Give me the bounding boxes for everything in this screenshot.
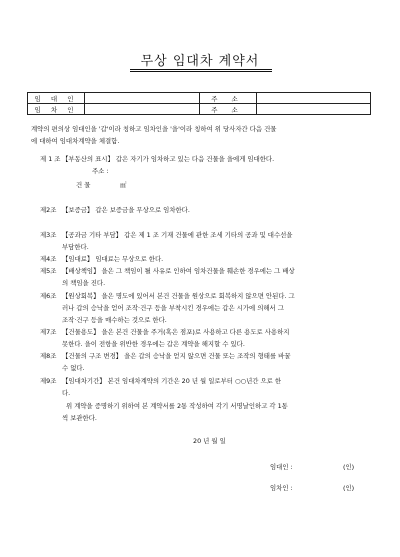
property-building-label: 건 물	[76, 181, 91, 189]
article-number: 제4조	[40, 255, 57, 263]
page-title: 무상 임대차 계약서	[140, 54, 260, 69]
lessor-address-label: 주 소	[199, 93, 256, 104]
article-1	[40, 153, 380, 165]
article-text-line-2: 의 책임을 진다.	[62, 279, 106, 287]
lessee-label: 임 차 인	[28, 104, 85, 115]
article-text-line-1: 【임대차기간】 본건 임대차계약의 기간은 20 년 월 일로부터 ○○년간 으로 한	[62, 377, 282, 385]
closing-line-2: 씩 보관한다.	[62, 414, 97, 422]
article-3	[40, 229, 380, 253]
lessee-signature-label: 임차인 :	[270, 484, 293, 492]
article-text-line-3: 조작·건구 등을 매수하는 것으로 한다.	[62, 316, 167, 324]
title-underline	[130, 69, 272, 70]
article-number: 제9조	[40, 377, 57, 385]
article-text-line-2: 못한다. 을이 전항을 위반한 경우에는 갑은 계약을 해지할 수 있다.	[62, 340, 245, 348]
article-text-line-1: 【배상책임】 을은 그 책임이 될 사유로 인하여 임차건물을 훼손한 경우에는 그 배상	[62, 267, 295, 275]
article-text-line-1: 【건물의 구조 변경】 을은 갑의 승낙을 얻지 않으면 건물 또는 조작의 형태를 바꿀	[62, 352, 291, 360]
article-number: 제3조	[40, 231, 57, 239]
lessor-label: 임 대 인	[28, 93, 85, 104]
lessor-signature-label: 임대인 :	[270, 463, 293, 471]
lessee-address-cell	[256, 104, 371, 115]
property-address-label: 주소 :	[92, 167, 109, 175]
article-text: 【부동산의 표시】 갑은 자기가 임차하고 있는 다음 건물을 을에게 임대한다.	[62, 155, 275, 163]
article-text: 【보증금】 갑은 보증금을 무상으로 임차한다.	[62, 206, 190, 214]
article-number: 제6조	[40, 292, 57, 300]
intro-line-2: 에 대하여 임대차계약을 체결함.	[31, 137, 120, 145]
article-4	[40, 253, 380, 265]
lessee-address-label: 주 소	[199, 104, 256, 115]
closing-line-1: 위 계약을 증명하기 위하여 본 계약서를 2통 작성하여 각기 서명날인하고 각 1통	[66, 402, 288, 410]
title-underline-2	[130, 71, 272, 72]
article-6	[40, 290, 380, 326]
article-5	[40, 265, 380, 289]
contract-date: 20 년 월 일	[193, 437, 226, 445]
article-number: 제7조	[40, 328, 57, 336]
article-9	[40, 375, 380, 399]
lessor-name-cell	[85, 93, 200, 104]
article-number: 제 1 조	[40, 155, 61, 163]
lessee-name-cell	[85, 104, 200, 115]
lessee-seal-mark: (인)	[343, 484, 355, 492]
article-text-line-2: 부담한다.	[62, 243, 89, 251]
article-number: 제5조	[40, 267, 57, 275]
lessee-row	[28, 104, 371, 115]
article-text-line-1: 【건물용도】 을은 본건 건물을 주거(혹은 점포)로 사용하고 다른 용도로 사용하지	[62, 328, 290, 336]
article-text-line-2: 수 없다.	[62, 364, 85, 372]
property-area-unit: ㎡	[120, 181, 127, 189]
article-7	[40, 326, 380, 350]
article-text-line-2: 러나 갑의 승낙을 얻어 조작·건구 등을 부착시킨 경우에는 갑은 시가에 의해서 그	[62, 304, 284, 312]
article-2	[40, 204, 380, 216]
lessor-row	[28, 93, 371, 104]
article-number: 제8조	[40, 352, 57, 360]
parties-table	[27, 92, 371, 115]
article-text-line-2: 다.	[62, 389, 71, 397]
article-8	[40, 350, 380, 374]
intro-line-1: 계약의 편의상 임대인을 '갑'이라 칭하고 임차인을 '을'이라 칭하여 위 당사자간 다음 건물	[31, 125, 277, 133]
article-text: 【임대료】 임대료는 무상으로 한다.	[62, 255, 164, 263]
lessor-address-cell	[256, 93, 371, 104]
article-text-line-1: 【원상회복】 을은 명도에 있어서 본건 건물을 원상으로 회복하지 않으면 안된다. 그	[62, 292, 295, 300]
article-text-line-1: 【공과금 기타 부담】 갑은 제 1 조 기재 건물에 관한 조세 기타의 공과 및 대수선을	[62, 231, 293, 239]
article-number: 제2조	[40, 206, 57, 214]
lessor-seal-mark: (인)	[343, 463, 355, 471]
